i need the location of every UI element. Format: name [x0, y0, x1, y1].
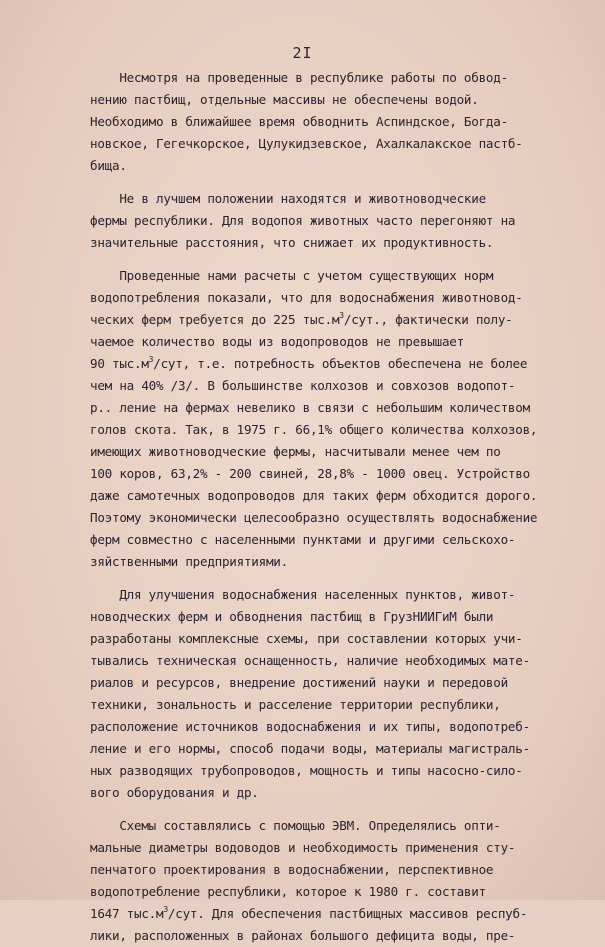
superscript: 3	[339, 311, 344, 320]
text-line	[90, 210, 530, 232]
text-line	[90, 738, 530, 760]
text-line-main: Для улучшения водоснабжения населенных пунктов, живот-	[90, 587, 516, 602]
text-line-main: зяйственными предприятиями.	[90, 554, 288, 569]
text-line	[90, 507, 538, 529]
text-line-main: р.. ление на фермах невелико в связи с небольшим количеством	[90, 400, 530, 415]
text-line	[90, 606, 530, 628]
text-line	[90, 111, 530, 133]
paragraph-gap	[90, 573, 530, 584]
text-line-main: вого оборудования и др.	[90, 785, 259, 800]
text-line-main: голов скота. Так, в 1975 г. 66,1% общего количества колхозов,	[90, 422, 538, 437]
text-line	[90, 188, 530, 210]
text-line	[90, 232, 530, 254]
body-text	[90, 67, 538, 947]
text-line	[90, 837, 530, 859]
text-line	[90, 694, 530, 716]
text-line	[90, 133, 530, 155]
text-line	[90, 155, 530, 177]
paragraph-gap	[90, 177, 530, 188]
text-line-main: водопотребление республики, которое к 1980 г. составит	[90, 884, 486, 899]
superscript: 3	[148, 355, 154, 364]
text-line	[90, 265, 530, 287]
text-line-main: новское, Гегечкорское, Цулукидзевское, Ахалкалакское пастб-	[90, 136, 523, 151]
text-line	[90, 584, 530, 606]
text-line	[90, 551, 530, 573]
text-line	[90, 760, 530, 782]
text-line-main: расположение источников водоснабжения и их типы, водопотреб-	[90, 719, 530, 734]
superscript: 3	[163, 905, 168, 914]
text-line	[90, 782, 530, 804]
text-line-main: техники, зональность и расселение территории республики,	[90, 697, 501, 712]
paragraph-gap	[90, 254, 530, 265]
text-line	[90, 309, 530, 331]
page-number: 2I	[292, 44, 313, 62]
text-line-main: имеющих животноводческие фермы, насчитывали менее чем по	[90, 444, 501, 459]
text-line-main: водопотребления показали, что для водоснабжения животновод-	[90, 290, 523, 305]
text-line-main: нению пастбищ, отдельные массивы не обеспечены водой.	[90, 92, 479, 107]
text-line-continuation: /сут., фактически полу-	[343, 312, 513, 327]
text-line	[90, 67, 530, 89]
text-line-main: ление и его нормы, способ подачи воды, материалы магистраль-	[90, 741, 530, 756]
text-line-main: ферм совместно с населенными пунктами и другими сельскохо-	[90, 532, 516, 547]
text-line	[90, 529, 530, 551]
text-line	[90, 397, 530, 419]
text-line	[90, 628, 530, 650]
text-line	[90, 485, 538, 507]
text-line	[90, 89, 530, 111]
text-line-main: Несмотря на проведенные в республике работы по обвод-	[90, 70, 508, 85]
text-line-main: риалов и ресурсов, внедрение достижений науки и передовой	[90, 675, 508, 690]
text-line-main: лики, расположенных в районах большого дефицита воды, пре-	[90, 928, 516, 943]
text-line-main: Необходимо в ближайшее время обводнить Аспиндское, Богда-	[90, 114, 508, 129]
text-line-main: ческих ферм требуется до 225 тыс.м	[90, 312, 340, 327]
paragraph-gap	[90, 804, 530, 815]
text-line	[90, 419, 538, 441]
text-line-main: даже самотечных водопроводов для таких ферм обходится дорого.	[90, 488, 538, 503]
text-line-main: Проведенные нами расчеты с учетом существующих норм	[90, 268, 494, 283]
text-line-main: тывались техническая оснащенность, наличие необходимых мате-	[90, 653, 530, 668]
text-line-main: пенчатого проектирования в водоснабжении, перспективное	[90, 862, 494, 877]
text-line	[90, 353, 530, 375]
text-line-main: разработаны комплексные схемы, при составлении которых учи-	[90, 631, 523, 646]
text-line	[90, 287, 530, 309]
text-line	[90, 859, 530, 881]
text-line-main: фермы республики. Для водопоя животных часто перегоняют на	[90, 213, 516, 228]
text-line-main: 90 тыс.м	[90, 356, 149, 371]
text-line	[90, 650, 530, 672]
text-line-main: чем на 40% /3/. В большинстве колхозов и совхозов водопот-	[90, 378, 516, 393]
text-line-main: чаемое количество воды из водопроводов не превышает	[90, 334, 464, 349]
text-line-main: значительные расстояния, что снижает их продуктивность.	[90, 235, 494, 250]
text-line-main: 100 коров, 63,2% - 200 свиней, 28,8% - 1000 овец. Устройство	[90, 466, 530, 481]
text-line-main: Не в лучшем положении находятся и животноводческие	[90, 191, 486, 206]
text-line-continuation: /сут. Для обеспечения пастбищных массивов респуб-	[167, 906, 528, 921]
text-line	[90, 441, 530, 463]
text-line	[90, 925, 530, 947]
text-line-main: 1647 тыс.м	[90, 906, 164, 921]
text-line-main: бища.	[90, 158, 127, 173]
text-line-main: Схемы составлялись с помощью ЭВМ. Определялись опти-	[90, 818, 501, 833]
text-line	[90, 903, 530, 925]
text-line-main: новодческих ферм и обводнения пастбищ в ГрузНИИГиМ были	[90, 609, 494, 624]
text-line-main: мальные диаметры водоводов и необходимость применения сту-	[90, 840, 516, 855]
text-line-continuation: /сут, т.е. потребность объектов обеспечена не более	[153, 356, 528, 371]
text-line	[90, 331, 530, 353]
text-line	[90, 815, 530, 837]
text-line-main: ных разводящих трубопроводов, мощность и типы насосно-сило-	[90, 763, 523, 778]
text-line	[90, 463, 530, 485]
text-line-main: Поэтому экономически целесообразно осуществлять водоснабжение	[90, 510, 538, 525]
text-line	[90, 375, 530, 397]
text-line	[90, 672, 530, 694]
text-line	[90, 716, 530, 738]
